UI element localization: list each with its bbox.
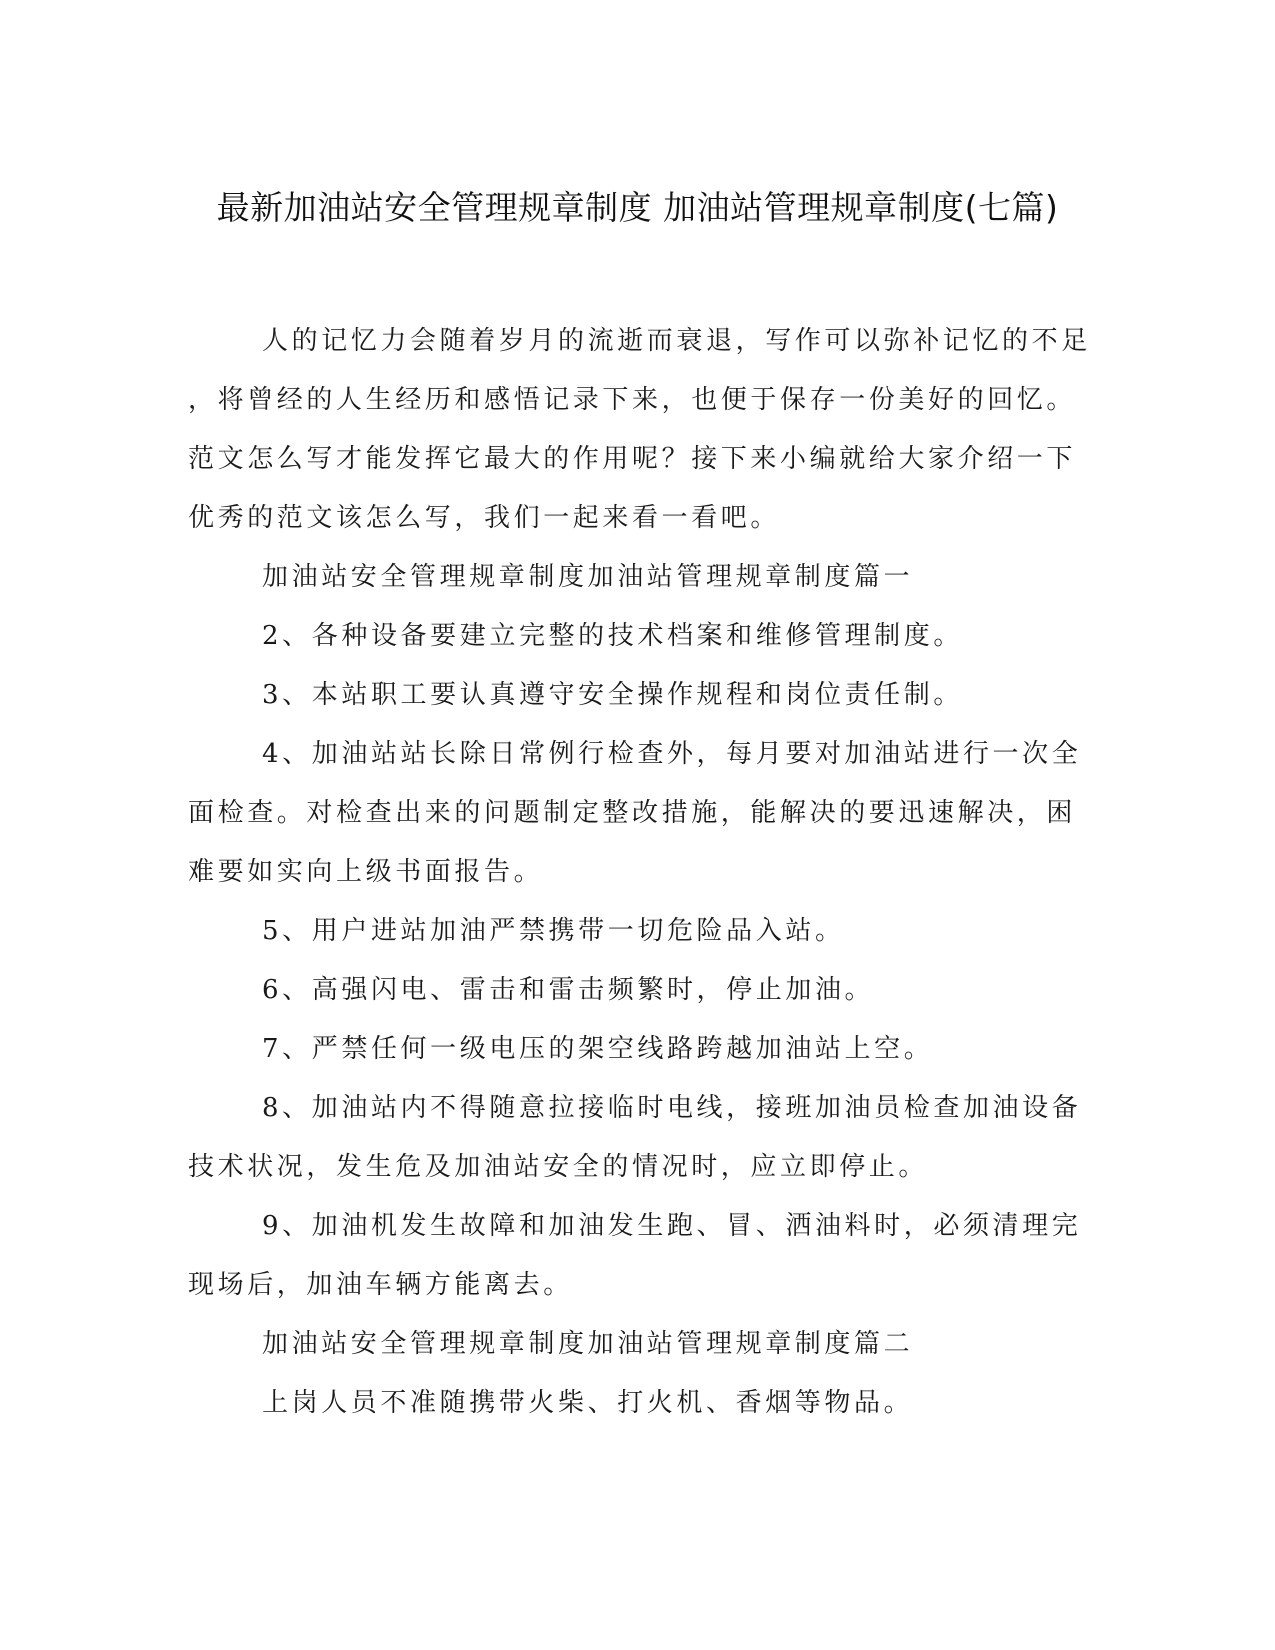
intro-line-2: ，将曾经的人生经历和感悟记录下来，也便于保存一份美好的回忆。 — [188, 385, 1077, 415]
section-heading-2: 加油站安全管理规章制度加油站管理规章制度篇二 — [262, 1329, 914, 1359]
rule-item-9-line-1: 9、加油机发生故障和加油发生跑、冒、洒油料时，必须清理完 — [262, 1211, 1082, 1241]
rule-item-4-line-1: 4、加油站站长除日常例行检查外，每月要对加油站进行一次全 — [262, 739, 1082, 769]
section-2-line-1: 上岗人员不准随携带火柴、打火机、香烟等物品。 — [262, 1388, 914, 1418]
rule-item-8-line-2: 技术状况，发生危及加油站安全的情况时，应立即停止。 — [188, 1152, 929, 1182]
rule-item-6: 6、高强闪电、雷击和雷击频繁时，停止加油。 — [262, 975, 875, 1005]
section-heading-1: 加油站安全管理规章制度加油站管理规章制度篇一 — [262, 562, 914, 592]
rule-item-4-line-3: 难要如实向上级书面报告。 — [188, 857, 544, 887]
intro-line-1: 人的记忆力会随着岁月的流逝而衰退，写作可以弥补记忆的不足 — [262, 326, 1091, 356]
document-title: 最新加油站安全管理规章制度 加油站管理规章制度(七篇) — [216, 188, 1059, 227]
rule-item-4-line-2: 面检查。对检查出来的问题制定整改措施，能解决的要迅速解决，困 — [188, 798, 1077, 828]
rule-item-5: 5、用户进站加油严禁携带一切危险品入站。 — [262, 916, 845, 946]
rule-item-8-line-1: 8、加油站内不得随意拉接临时电线，接班加油员检查加油设备 — [262, 1093, 1082, 1123]
rule-item-7: 7、严禁任何一级电压的架空线路跨越加油站上空。 — [262, 1034, 934, 1064]
intro-line-3: 范文怎么写才能发挥它最大的作用呢？接下来小编就给大家介绍一下 — [188, 444, 1077, 474]
rule-item-3: 3、本站职工要认真遵守安全操作规程和岗位责任制。 — [262, 680, 963, 710]
rule-item-9-line-2: 现场后，加油车辆方能离去。 — [188, 1270, 573, 1300]
intro-line-4: 优秀的范文该怎么写，我们一起来看一看吧。 — [188, 503, 781, 533]
rule-item-2: 2、各种设备要建立完整的技术档案和维修管理制度。 — [262, 621, 963, 651]
